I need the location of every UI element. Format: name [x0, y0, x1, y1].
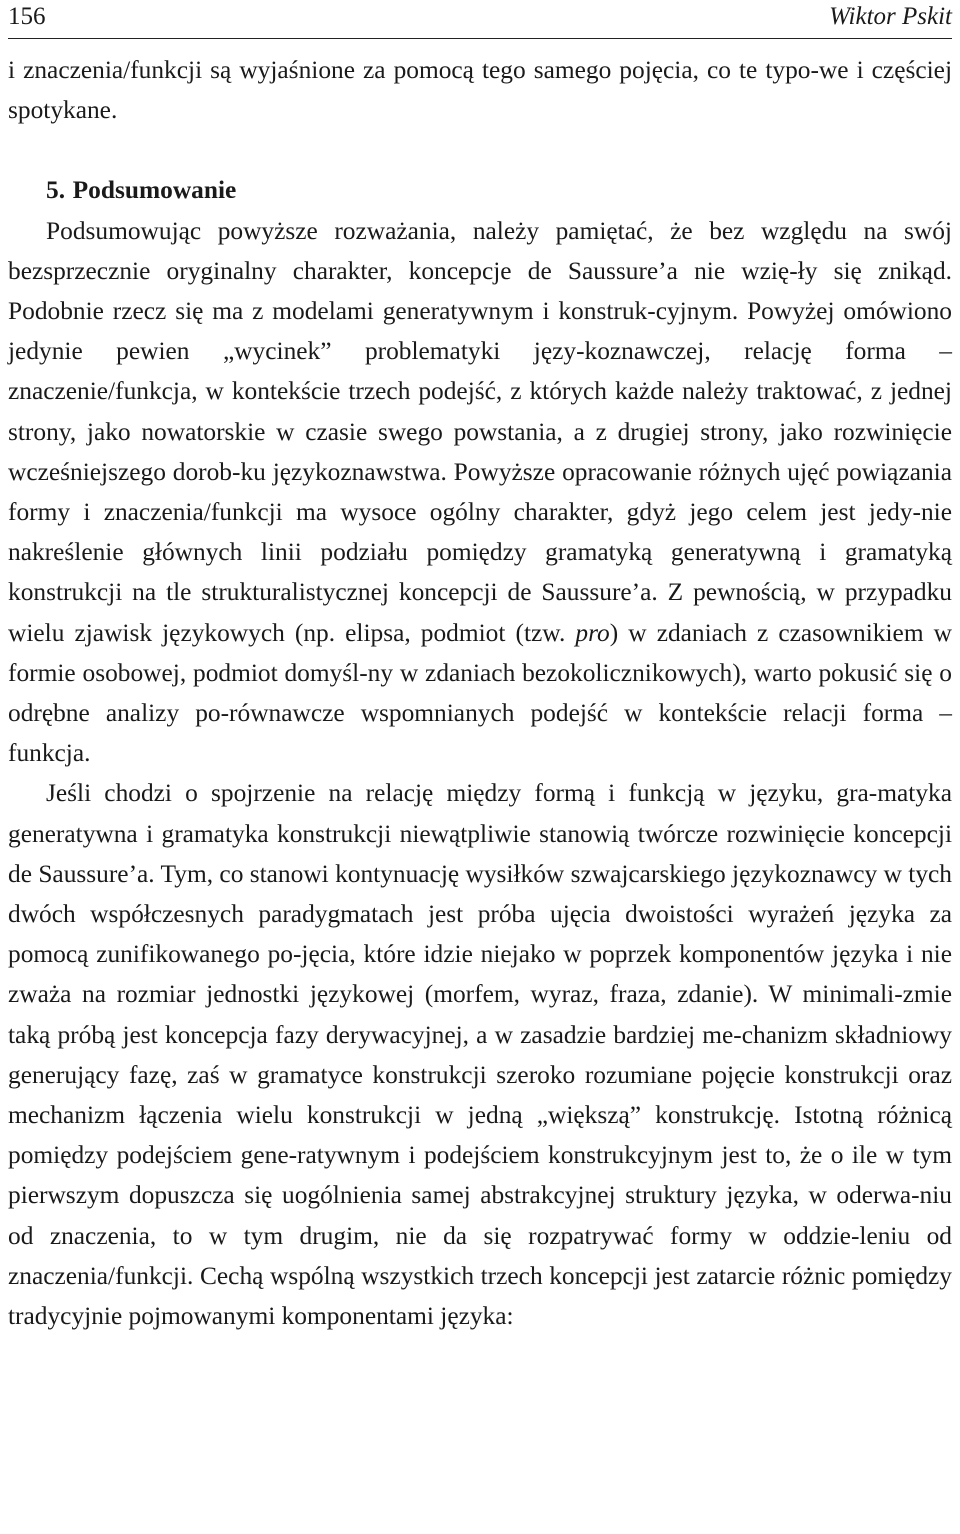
section-title: Podsumowanie	[72, 176, 237, 205]
italic-term-pro: pro	[575, 618, 610, 647]
paragraph-summary-2: Jeśli chodzi o spojrzenie na relację między formą i funkcją w języku, gra-matyka generatywna i gramatyka konstrukcji niewątpliwie stanowią twórcze rozwinięcie koncepcji de Saussure’a. Tym, co stanowi kontynuację wysiłków szwajcarskiego językoznawcy w tych dwóch współczesnych paradygmatach jest próba ujęcia dwoistości wyrażeń języka za pomocą zunifikowanego po-jęcia, które idzie niejako w poprzek komponentów języka i nie zważa na rozmiar jednostki językowej (morfem, wyraz, fraza, zdanie). W minimali-zmie taką próbą jest koncepcja fazy derywacyjnej, a w zasadzie bardziej me-chanizm składniowy generujący fazę, zaś w gramatyce konstrukcji szeroko rozumiane pojęcie konstrukcji oraz mechanizm łączenia wielu konstrukcji w jedną „większą” konstrukcję. Istotną różnicą pomiędzy podejściem gene-ratywnym i podejściem konstrukcyjnym jest to, że o ile w tym pierwszym dopuszcza się uogólnienia samej abstrakcyjnej struktury języka, w oderwa-niu od znaczenia, to w tym drugim, nie da się rozpatrywać formy w oddzie-leniu od znaczenia/funkcji. Cechą wspólną wszystkich trzech koncepcji jest zatarcie różnic pomiędzy tradycyjnie pojmowanymi komponentami języka:	[8, 779, 953, 1331]
page-number: 156	[8, 3, 46, 30]
running-head-author: Wiktor Pskit	[829, 3, 952, 30]
paragraph-summary-1	[8, 211, 952, 774]
paragraph-summary-1-tail: ) w zdaniach z czasownikiem w formie osobowej, podmiot domyśl-ny w zdaniach bezokolicznikowych), warto pokusić się o odrębne analizy po-równawcze wspomnianych podejść w kontekście relacji forma – funkcja.	[8, 618, 952, 768]
paragraph-summary-1-text: Podsumowując powyższe rozważania, należy pamiętać, że bez względu na swój bezsprzecznie oryginalny charakter, koncepcje de Saussure’a nie wzię-ły się znikąd. Podobnie rzecz się ma z modelami generatywnym i konstruk-cyjnym. Powyżej omówiono jedynie pewien „wycinek” problematyki języ-koznawczej, relację forma – znaczenie/funkcja, w kontekście trzech podejść, z których każde należy traktować, z jednej strony, jako nowatorskie w czasie swego powstania, a z drugiej strony, jako rozwinięcie wcześniejszego dorob-ku językoznawstwa. Powyższe opracowanie różnych ujęć powiązania formy i znaczenia/funkcji ma wysoce ogólny charakter, gdyż jego celem jest jedy-nie nakreślenie głównych linii podziału pomiędzy gramatyką generatywną i gramatyką konstrukcji na tle strukturalistycznej koncepcji de Saussure’a. Z pewnością, w przypadku wielu zjawisk językowych (np. elipsa, podmiot (tzw.	[8, 216, 952, 647]
page	[8, 0, 952, 1336]
section-heading	[46, 170, 952, 210]
running-head	[8, 0, 952, 39]
paragraph-continuation: i znaczenia/funkcji są wyjaśnione za pomocą tego samego pojęcia, co te typo-we i częściej spotykane.	[8, 56, 952, 125]
body-text	[8, 50, 952, 1336]
section-number: 5.	[46, 176, 66, 205]
